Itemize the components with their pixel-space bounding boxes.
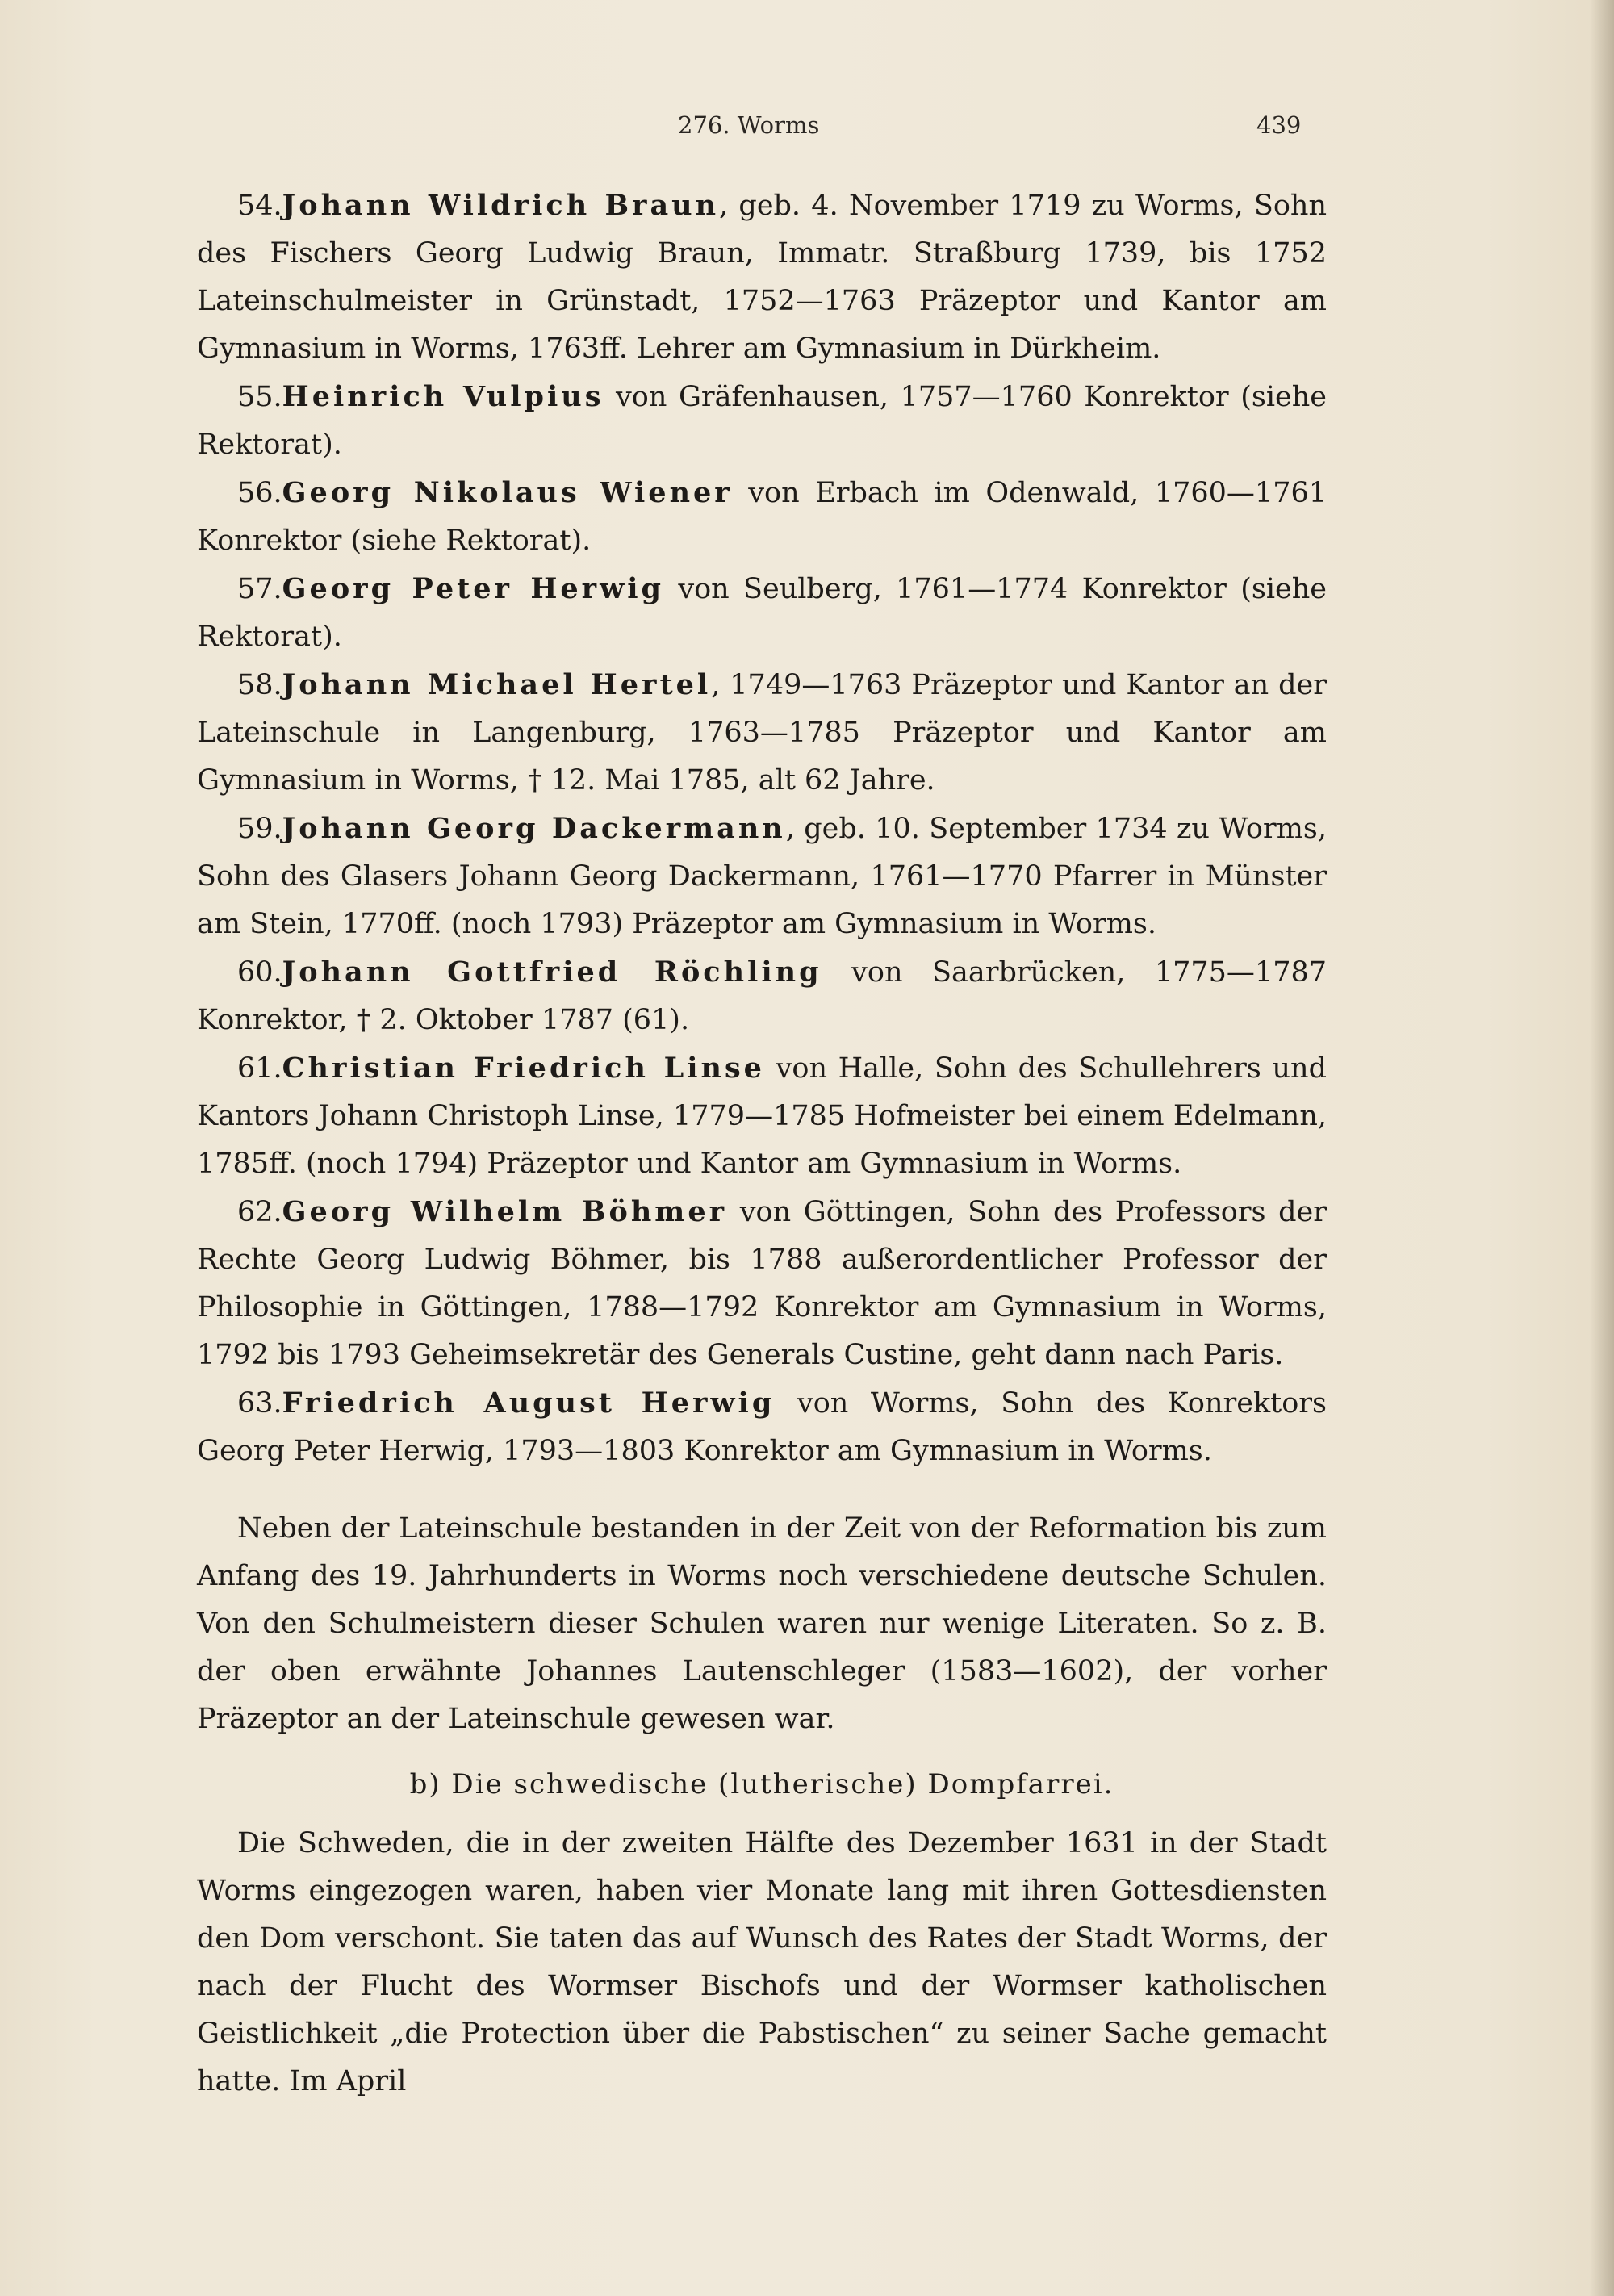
entry-57 bbox=[197, 565, 1327, 661]
entry-number: 60. bbox=[237, 956, 282, 989]
entry-60 bbox=[197, 948, 1327, 1044]
entry-number: 56. bbox=[237, 477, 282, 509]
entry-56 bbox=[197, 469, 1327, 565]
entry-name: Johann Michael Hertel bbox=[282, 668, 712, 701]
entry-number: 61. bbox=[237, 1052, 282, 1085]
entry-text: von Worms, Sohn des Konrektors Georg Peter Herwig, 1793—1803 Konrektor am Gymnasium in Worms. bbox=[197, 1387, 1327, 1467]
entry-number: 57. bbox=[237, 573, 282, 605]
entry-number: 55. bbox=[237, 381, 282, 413]
entry-number: 59. bbox=[237, 813, 282, 845]
entry-name: Friedrich August Herwig bbox=[282, 1386, 776, 1420]
page-header bbox=[0, 111, 1614, 144]
entry-name: Heinrich Vulpius bbox=[282, 380, 604, 413]
entry-text: , geb. 4. November 1719 zu Worms, Sohn des Fischers Georg Ludwig Braun, Immatr. Straßburg 1739, bis 1752 Lateinschulmeister in Grünstadt, 1752—1763 Präzeptor und Kantor am Gymnasium in Worms, 1763ff. Lehrer am Gymnasium in Dürkheim. bbox=[197, 190, 1327, 365]
paragraph-spacer bbox=[197, 1475, 1327, 1505]
entry-text: von Seulberg, 1761—1774 Konrektor (siehe Rektorat). bbox=[197, 573, 1327, 653]
entry-59 bbox=[197, 805, 1327, 948]
entry-text: von Gräfenhausen, 1757—1760 Konrektor (siehe Rektorat). bbox=[197, 381, 1327, 461]
entry-text: von Saarbrücken, 1775—1787 Konrektor, † 2. Oktober 1787 (61). bbox=[197, 956, 1327, 1036]
entry-name: Johann Gottfried Röchling bbox=[282, 956, 822, 989]
entry-58 bbox=[197, 661, 1327, 805]
entry-62 bbox=[197, 1188, 1327, 1379]
entry-name: Johann Georg Dackermann bbox=[282, 812, 786, 845]
entry-text: , geb. 10. September 1734 zu Worms, Sohn des Glasers Johann Georg Dackermann, 1761—1770 Pfarrer in Münster am Stein, 1770ff. (noch 1793) Präzeptor am Gymnasium in Worms. bbox=[197, 813, 1327, 940]
entry-55 bbox=[197, 373, 1327, 469]
entry-61 bbox=[197, 1044, 1327, 1188]
entry-name: Georg Peter Herwig bbox=[282, 572, 665, 605]
spine-shadow bbox=[1590, 0, 1614, 2296]
entry-name: Johann Wildrich Braun bbox=[282, 189, 720, 222]
entry-number: 62. bbox=[237, 1196, 282, 1228]
entry-text: von Erbach im Odenwald, 1760—1761 Konrektor (siehe Rektorat). bbox=[197, 477, 1327, 557]
section-heading: b) Die schwedische (lutherische) Dompfarrei. bbox=[409, 1768, 1114, 1800]
entry-name: Christian Friedrich Linse bbox=[282, 1052, 765, 1085]
entry-number: 63. bbox=[237, 1387, 282, 1420]
paragraph-swedes: Die Schweden, die in der zweiten Hälfte des Dezember 1631 in der Stadt Worms eingezogen waren, haben vier Monate lang mit ihren Gottesdiensten den Dom verschont. Sie taten das auf Wunsch des Rates der Stadt Worms, der nach der Flucht des Wormser Bischofs und der Wormser katholischen Geistlichkeit „die Protection über die Pabstischen“ zu seiner Sache gemacht hatte. Im April bbox=[197, 1827, 1327, 2097]
page-number: 439 bbox=[1256, 111, 1302, 139]
paragraph-german-schools: Neben der Lateinschule bestanden in der Zeit von der Reformation bis zum Anfang des 19. Jahrhunderts in Worms noch verschiedene deutsche Schulen. Von den Schulmeistern dieser Schulen waren nur wenige Literaten. So z. B. der oben erwähnte Johannes Lautenschleger (1583—1602), der vorher Präzeptor an der Lateinschule gewesen war. bbox=[197, 1512, 1327, 1735]
entry-text: von Göttingen, Sohn des Professors der Rechte Georg Ludwig Böhmer, bis 1788 außerordentlicher Professor der Philosophie in Göttingen, 1788—1792 Konrektor am Gymnasium in Worms, 1792 bis 1793 Geheimsekretär des Generals Custine, geht dann nach Paris. bbox=[197, 1196, 1327, 1371]
entry-text: von Halle, Sohn des Schullehrers und Kantors Johann Christoph Linse, 1779—1785 Hofmeister bei einem Edelmann, 1785ff. (noch 1794) Präzeptor und Kantor am Gymnasium in Worms. bbox=[197, 1052, 1327, 1180]
entry-63 bbox=[197, 1379, 1327, 1475]
entry-number: 58. bbox=[237, 669, 282, 701]
entry-number: 54. bbox=[237, 190, 282, 222]
entry-name: Georg Nikolaus Wiener bbox=[282, 476, 733, 509]
running-title: 276. Worms bbox=[678, 111, 820, 139]
entry-text: , 1749—1763 Präzeptor und Kantor an der Lateinschule in Langenburg, 1763—1785 Präzeptor und Kantor am Gymnasium in Worms, † 12. Mai 1785, alt 62 Jahre. bbox=[197, 669, 1328, 797]
entry-54 bbox=[197, 182, 1327, 373]
entry-name: Georg Wilhelm Böhmer bbox=[282, 1195, 728, 1228]
page-body bbox=[197, 182, 1327, 2106]
